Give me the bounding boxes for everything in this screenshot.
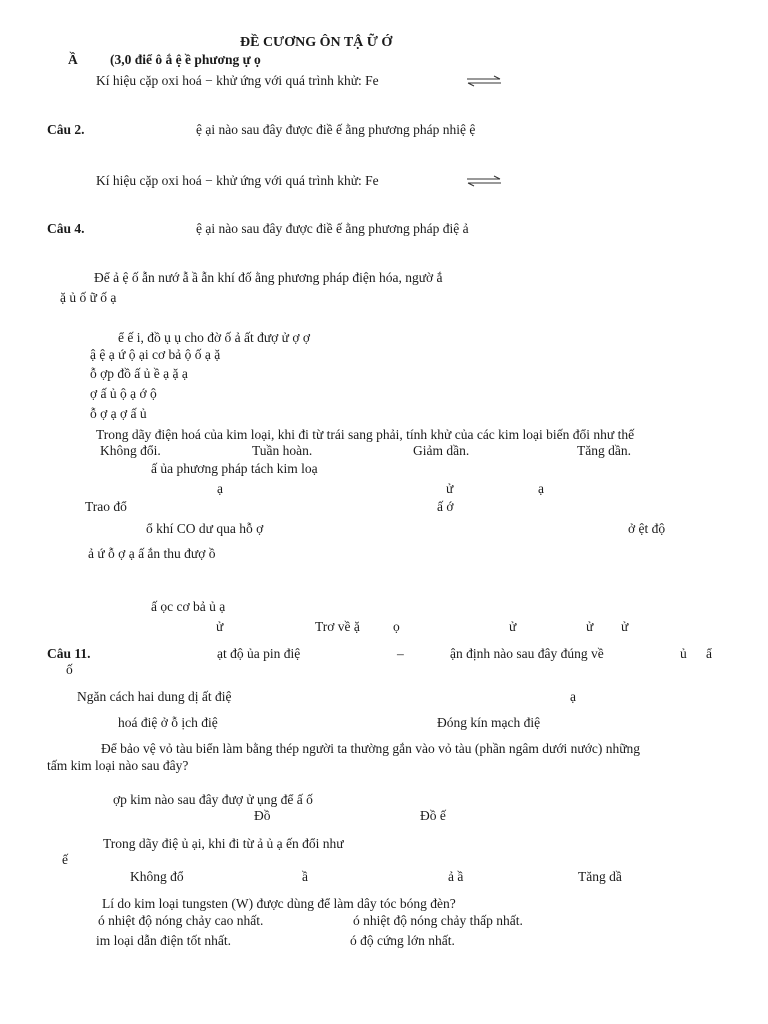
section-a-heading: (3,0 điể ô ắ ệ ề phương ự ọ <box>110 52 261 67</box>
question-10-option: ử <box>509 619 517 634</box>
question-11-option-a: Ngăn cách hai dung dị ất điệ <box>77 689 232 704</box>
question-7-option-c: Giảm dần. <box>413 443 470 458</box>
question-11-option-b: ạ <box>570 689 576 704</box>
question-14-line-1: Trong dãy điệ ủ ại, khi đi từ ả ủ ạ ến đổi như <box>103 836 344 851</box>
question-14-option-c: ả ầ <box>448 869 464 884</box>
equilibrium-arrow-icon <box>466 75 502 87</box>
question-13-option: Đồ ế <box>420 808 446 823</box>
question-12-line-2: tấm kim loại nào sau đây? <box>47 758 189 773</box>
question-4-text: ệ ại nào sau đây được điề ế ằng phương pháp điệ ả <box>196 221 469 236</box>
question-11-dash: – <box>397 646 404 661</box>
question-14-line-2: ế <box>62 852 68 867</box>
question-15-option-d: ó độ cứng lớn nhất. <box>350 933 455 948</box>
question-4-label: Câu 4. <box>47 221 85 236</box>
question-7-option-d: Tăng dần. <box>577 443 631 458</box>
question-15-text: Lí do kim loại tungsten (W) được dùng để làm dây tóc bóng đèn? <box>102 896 456 911</box>
question-14-option-d: Tăng dầ <box>578 869 622 884</box>
page-title: ĐỀ CƯƠNG ÔN TẬ Ữ Ớ <box>240 35 393 50</box>
question-10-option: ử <box>216 619 224 634</box>
question-8-fragment: ử <box>446 481 454 496</box>
question-1-text: Kí hiệu cặp oxi hoá − khử ứng với quá trình khử: Fe <box>96 73 379 88</box>
question-12-line-1: Để bảo vệ vỏ tàu biển làm bằng thép người ta thường gắn vào vỏ tàu (phần ngâm dưới nước) những <box>101 741 641 756</box>
question-7-option-b: Tuần hoàn. <box>252 443 313 458</box>
question-7-option-a: Không đổi. <box>100 443 161 458</box>
question-11-fragment: ủ <box>680 646 687 661</box>
question-5-line-1: Để ả ệ ố ẫn nướ ẫ ầ ẫn khí đố ằng phương pháp điện hóa, ngườ ắ <box>94 270 443 285</box>
equilibrium-arrow-icon <box>466 175 502 187</box>
question-11-line-2: ố <box>66 662 73 677</box>
question-15-option-c: im loại dẫn điện tốt nhất. <box>96 933 231 948</box>
question-8-option-b: ấ ớ <box>437 499 454 514</box>
question-11-option-d: Đóng kín mạch điệ <box>437 715 541 730</box>
question-14-option-b: ầ <box>302 869 308 884</box>
question-5-line-2: ặ ủ ố ữ ố ạ <box>60 290 117 305</box>
question-10-option: ọ <box>393 619 400 634</box>
question-3-text: Kí hiệu cặp oxi hoá − khử ứng với quá trình khử: Fe <box>96 173 379 188</box>
question-11-text: ạt độ ủa pin điệ <box>217 646 301 661</box>
question-10-text: ấ ọc cơ bả ủ ạ <box>151 599 226 614</box>
question-6-line-4: ợ ấ ủ ộ ạ ớ ộ <box>90 386 157 401</box>
question-13-option: Đồ <box>254 808 271 823</box>
question-8-fragment: ạ <box>217 481 223 496</box>
question-11-option-c: hoá điệ ở ỗ ịch điệ <box>118 715 218 730</box>
section-a-marker: Ầ <box>68 52 78 67</box>
question-9-line-2: ả ứ ỗ ợ ạ ấ ắn thu đượ ồ <box>88 546 216 561</box>
question-15-option-b: ó nhiệt độ nóng chảy thấp nhất. <box>353 913 523 928</box>
question-2-label: Câu 2. <box>47 122 85 137</box>
question-6-line-5: ỗ ợ ạ ợ ấ ủ <box>90 406 147 421</box>
question-9-line-1: ổ khí CO dư qua hỗ ợ <box>146 521 264 536</box>
question-6-line-2: ậ ệ ạ ứ ộ ại cơ bả ộ ố ạ ặ <box>90 347 221 362</box>
question-11-text-2: ận định nào sau đây đúng về <box>450 646 604 661</box>
question-10-option: ử <box>621 619 629 634</box>
question-8-text: ấ ủa phương pháp tách kim loạ <box>151 461 318 476</box>
question-11-fragment: ẩ <box>706 646 712 661</box>
question-14-option-a: Không đổ <box>130 869 184 884</box>
question-6-line-1: ể ế i, đồ ụ ụ cho đờ ố ả ất đượ ử ợ ợ <box>118 330 311 345</box>
question-13-text: ợp kim nào sau đây đượ ử ụng để ấ ố <box>113 792 313 807</box>
question-7-text: Trong dãy điện hoá của kim loại, khi đi từ trái sang phải, tính khử của các kim loại biến đổi như thế <box>96 427 635 442</box>
question-9-line-1-end: ở ệt độ <box>628 521 666 536</box>
question-10-option: Trơ về ặ <box>315 619 360 634</box>
question-8-option-a: Trao đổ <box>85 499 127 514</box>
question-10-option: ử <box>586 619 594 634</box>
question-8-fragment: ạ <box>538 481 544 496</box>
question-6-line-3: ỗ ợp đồ ấ ủ ề ạ ặ ạ <box>90 366 188 381</box>
question-11-label: Câu 11. <box>47 646 91 661</box>
question-15-option-a: ó nhiệt độ nóng chảy cao nhất. <box>98 913 264 928</box>
question-2-text: ệ ại nào sau đây được điề ế ằng phương pháp nhiệ ệ <box>196 122 476 137</box>
